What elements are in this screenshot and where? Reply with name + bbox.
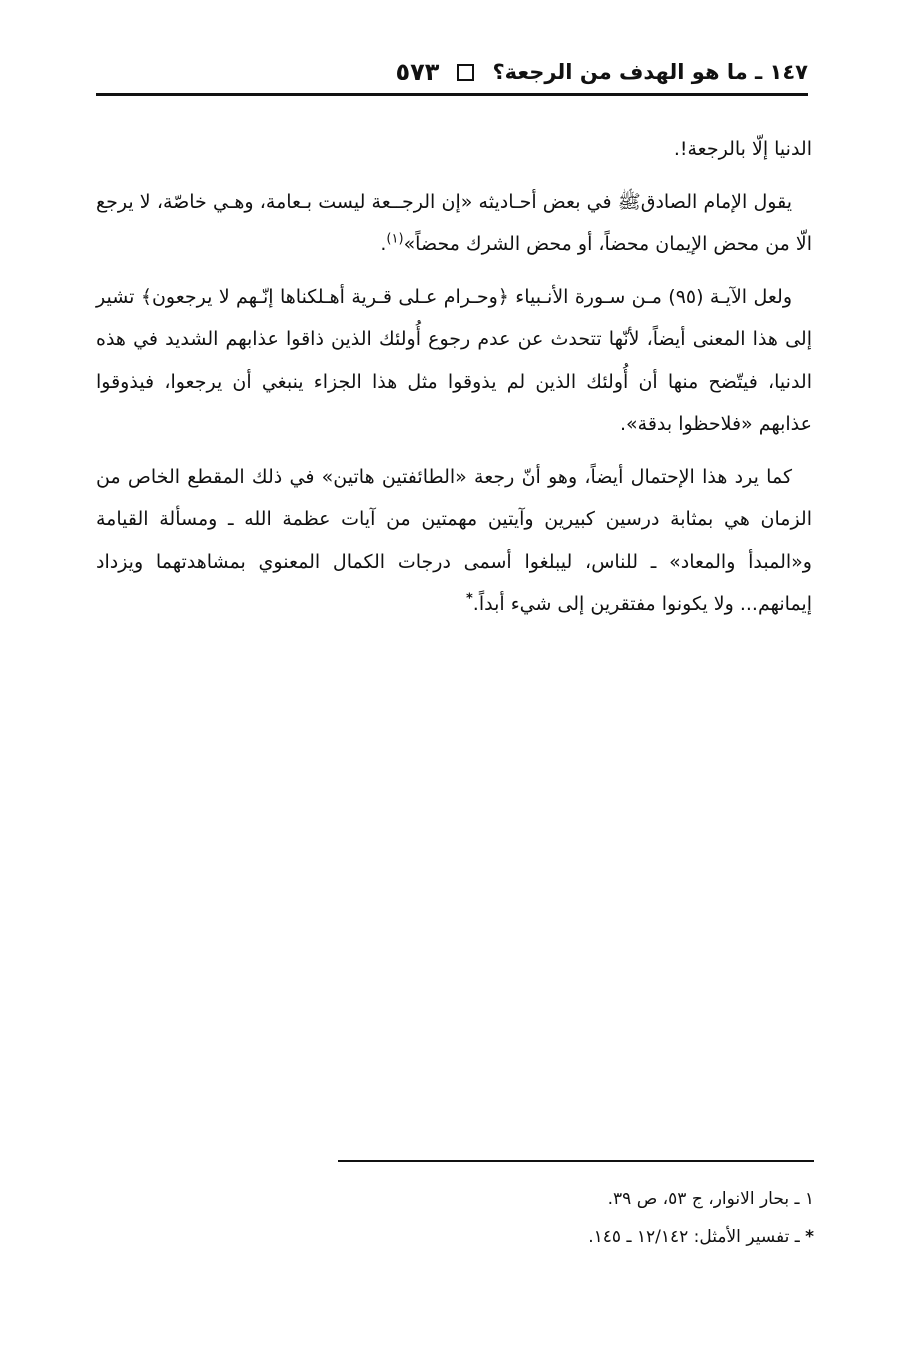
paragraph-2 xyxy=(96,181,812,266)
paragraph-2-text: في بعض أحـاديثه «إن الرجــعة ليست بـعامة، وهـي خاصّة، لا يرجع الّا من محض الإيمان محضاً، أو محض الشرك محضاً» xyxy=(96,190,812,255)
honorific-symbol: ﷺ xyxy=(617,190,641,213)
footnote-star-text: ـ تفسير الأمثل: ١٢/١٤٢ ـ ١٤٥. xyxy=(588,1227,806,1247)
footnote-star xyxy=(338,1218,814,1256)
paragraph-3 xyxy=(96,276,812,446)
paragraph-1-text: الدنيا إلّا بالرجعة!. xyxy=(673,138,812,160)
main-text xyxy=(96,128,812,626)
chapter-title: ١٤٧ ـ ما هو الهدف من الرجعة؟ xyxy=(492,60,808,84)
separator-box-icon xyxy=(457,64,474,81)
paragraph-3-text: ولعل الآيـة (٩٥) مـن سـورة الأنـبياء ﴿وحـرام عـلى قـرية أهـلكناها إنّـهم لا يرجعون﴾ تشير إلى هذا المعنى أيضاً، لأنّها تتحدث عن عدم رجوع أُولئك الذين ذاقوا عذابهم الشديد في هذه الدنيا، فيتّضح منها أن أُولئك الذين لم يذوقوا مثل هذا الجزاء ينبغي أن يرجعوا، فيذوقوا عذابهم «فلاحظوا بدقة». xyxy=(96,285,812,435)
paragraph-1 xyxy=(96,128,812,171)
header-divider xyxy=(96,93,808,96)
footnote-star-mark: * xyxy=(805,1227,814,1247)
paragraph-4 xyxy=(96,456,812,626)
footnote-divider xyxy=(338,1160,814,1162)
footnote-1: ١ ـ بحار الانوار، ج ٥٣، ص ٣٩. xyxy=(607,1189,814,1209)
page-number: ٥٧٣ xyxy=(395,58,440,86)
footnotes xyxy=(338,1180,814,1256)
running-header xyxy=(96,50,808,94)
star-footnote-mark: * xyxy=(465,591,473,607)
paragraph-4-text: كما يرد هذا الإحتمال أيضاً، وهو أنّ رجعة «الطائفتين هاتين» في ذلك المقطع الخاص من الزمان هي بمثابة درسين كبيرين وآيتين مهمتين من آيات عظمة الله ـ ومسألة القيامة و«المبدأ والمعاد» ـ للناس، ليبلغوا أسمى درجات الكمال المعنوي بمشاهدتهما ويزداد إيمانهم... ولا يكونوا مفتقرين إلى شيء أبداً. xyxy=(96,465,812,615)
paragraph-2-intro: يقول الإمام الصادق xyxy=(640,190,792,213)
paragraph-2-end: . xyxy=(380,233,387,255)
footnote-reference: (١) xyxy=(386,231,404,247)
